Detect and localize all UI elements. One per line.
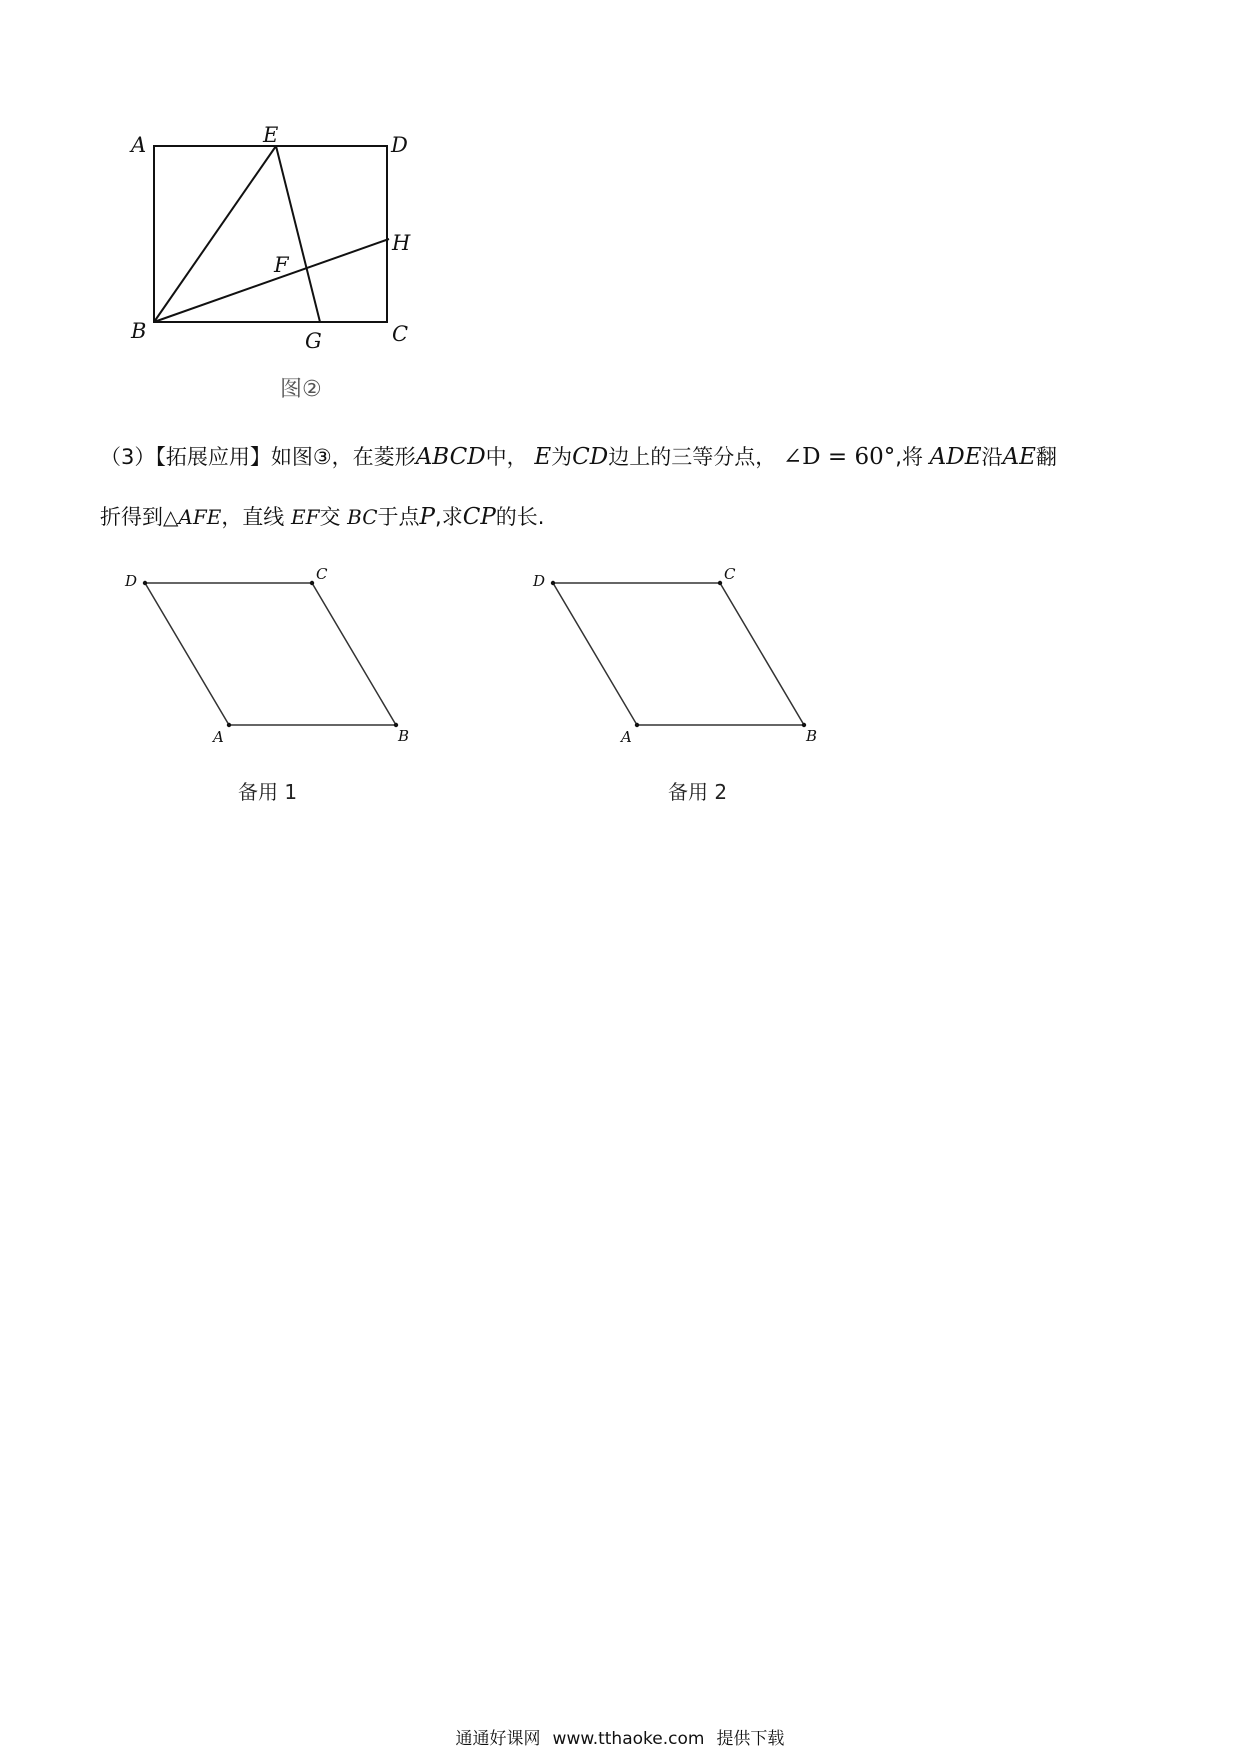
math-p: P [419,504,436,530]
problem-mid-3: 边上的三等分点， [608,445,777,469]
label-e: E [263,123,279,147]
math-ae: AE [1002,444,1036,470]
footer-url[interactable]: www.tthaoke.com [552,1729,705,1749]
problem-line2-a: 折得到 [100,505,163,529]
rhombus-2 [553,583,804,725]
math-cd: CD [572,444,609,470]
math-bc: BC [347,505,378,529]
label-d-1: D [125,572,138,590]
math-ef: EF [291,505,320,529]
backup-1-caption: 备用 1 [238,780,298,804]
label-c: C [392,322,409,346]
problem-prefix: （3）【拓展应用】如图③，在菱形 [100,445,416,469]
footer-suffix: 提供下载 [716,1729,785,1749]
label-h: H [392,231,411,255]
footer-site: 通通好课网 [455,1729,541,1749]
label-b-1: B [398,727,410,745]
math-cp: CP [462,504,496,530]
math-abcd: ABCD [415,444,486,470]
problem-line2-f: 的长. [495,505,545,529]
problem-line2-b: ，直线 [221,505,285,529]
label-f: F [274,253,289,277]
label-a-2: A [621,728,632,746]
label-d: D [391,133,408,157]
label-c-2: C [724,565,736,583]
math-ade: ADE [929,444,982,470]
problem-mid-1: 中， [485,445,528,469]
page-footer [0,1724,1240,1749]
label-d-2: D [533,572,546,590]
label-b: B [131,319,147,343]
problem-line2-d: 于点 [377,505,420,529]
point-a-2 [635,723,639,727]
problem-mid-6: 翻 [1035,445,1057,469]
label-a-1: A [213,728,224,746]
label-c-1: C [316,565,328,583]
problem-line2-c: 交 [319,505,341,529]
point-d-2 [551,581,555,585]
math-angle: ∠D = 60° [782,444,896,470]
backup-2-caption: 备用 2 [668,780,728,804]
backup-2-diagram [0,0,1240,800]
point-c-2 [718,581,722,585]
label-g: G [305,329,322,353]
problem-mid-5: 沿 [981,445,1003,469]
label-a: A [131,133,147,157]
figure-2-caption: 图② [280,377,322,402]
problem-mid-4: ,将 [895,445,923,469]
label-b-2: B [806,727,818,745]
math-afe: △AFE [163,505,222,529]
problem-line2-e: ,求 [435,505,463,529]
math-e: E [534,444,552,470]
problem-mid-2: 为 [551,445,573,469]
